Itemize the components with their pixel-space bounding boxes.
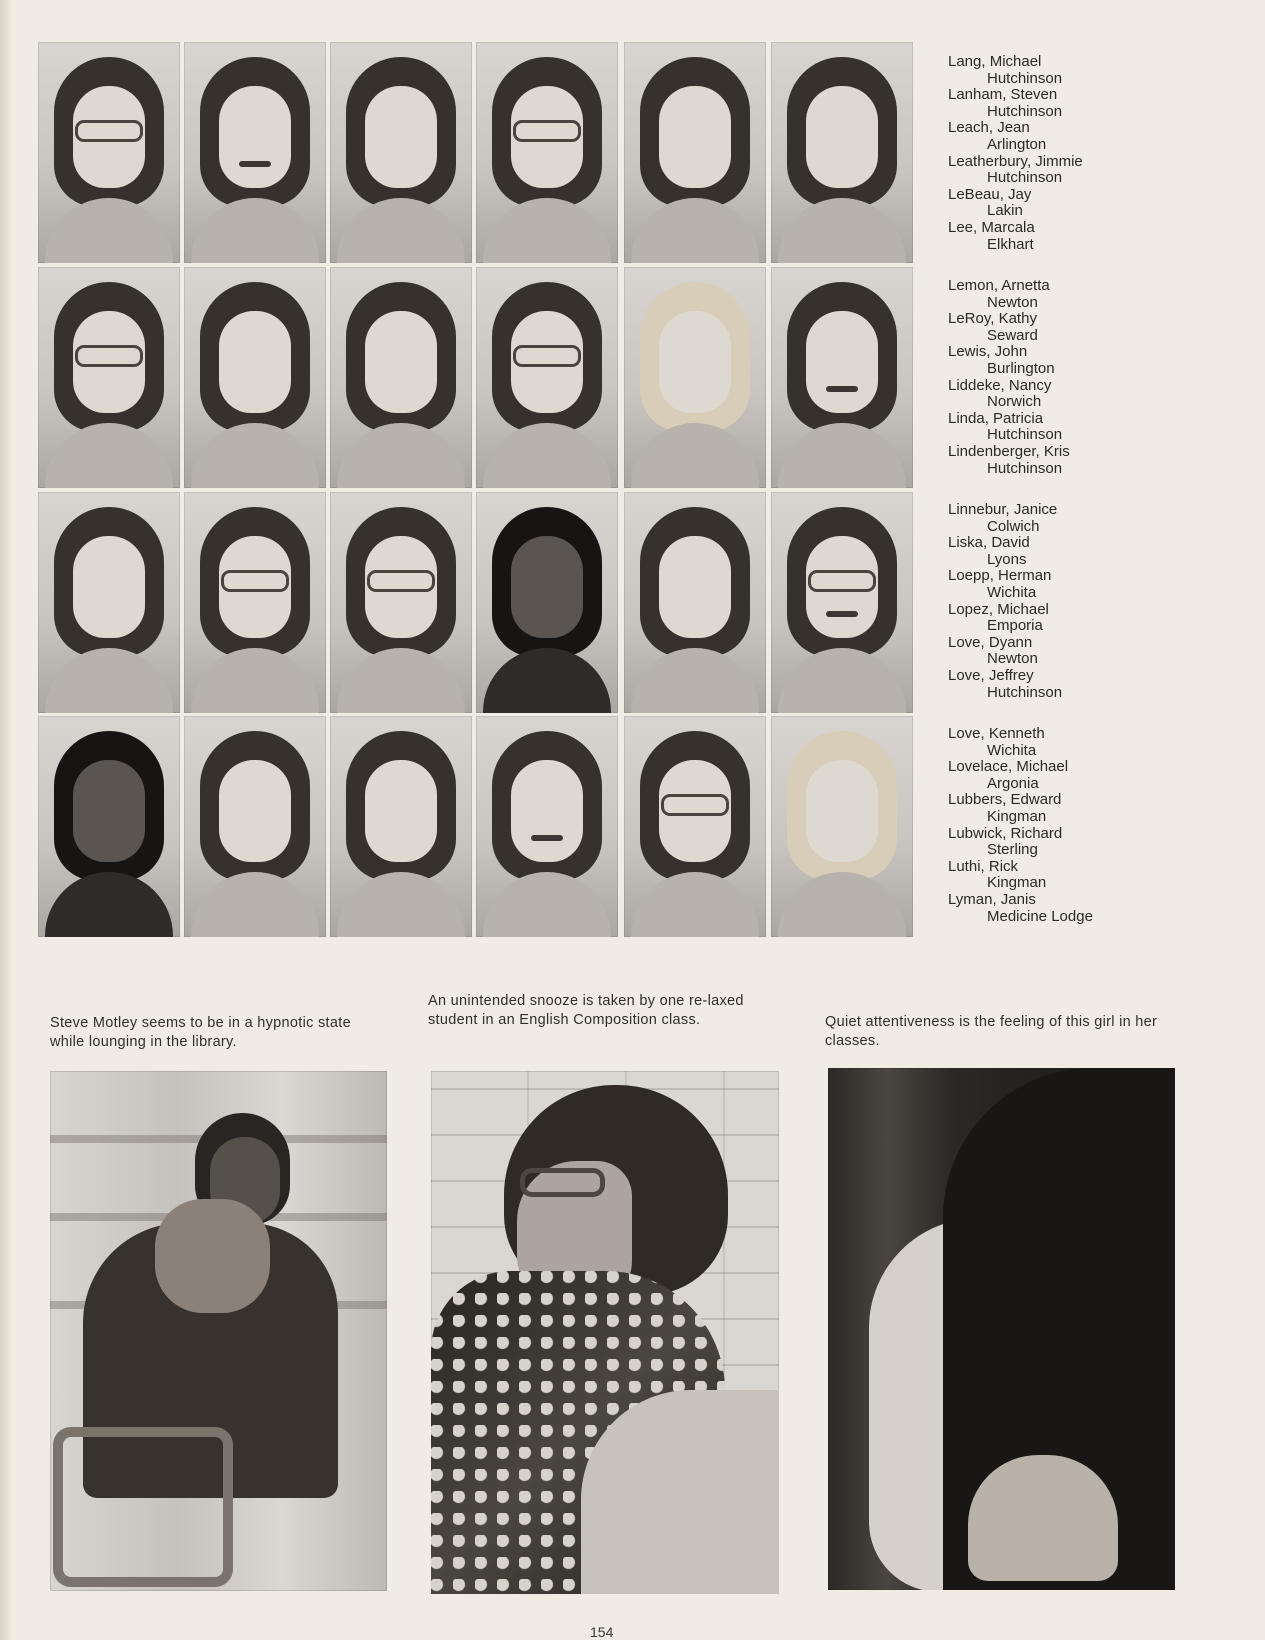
eyeglasses-icon bbox=[661, 794, 729, 816]
student-portrait-grid bbox=[38, 42, 926, 944]
student-name-entry bbox=[948, 54, 1128, 87]
portrait-shoulders bbox=[631, 872, 759, 937]
student-name: Lubbers, Edward bbox=[948, 791, 1062, 809]
student-name: Liddeke, Nancy bbox=[948, 376, 1052, 394]
student-name-entry bbox=[948, 602, 1128, 635]
portrait-face bbox=[365, 760, 437, 862]
student-name: Loepp, Herman bbox=[948, 567, 1052, 585]
student-name-entry bbox=[948, 187, 1128, 220]
student-portrait bbox=[330, 492, 472, 713]
student-name: Linnebur, Janice bbox=[948, 501, 1058, 518]
student-name-entry bbox=[948, 826, 1128, 859]
student-portrait bbox=[38, 267, 180, 488]
portrait-shoulders bbox=[631, 423, 759, 488]
student-hometown: Kingman bbox=[987, 874, 1047, 892]
student-portrait bbox=[330, 267, 472, 488]
page-gutter-shadow bbox=[0, 0, 12, 1640]
portrait-shoulders bbox=[45, 648, 173, 713]
student-hometown: Argonia bbox=[987, 774, 1039, 792]
student-hometown: Hutchinson bbox=[987, 69, 1063, 87]
resting-hand bbox=[968, 1455, 1118, 1581]
student-name: Love, Kenneth bbox=[948, 725, 1045, 742]
student-portrait bbox=[624, 267, 766, 488]
student-name: Love, Jeffrey bbox=[948, 666, 1034, 684]
student-portrait bbox=[771, 492, 913, 713]
student-portrait bbox=[624, 42, 766, 263]
portrait-face bbox=[219, 760, 291, 862]
portrait-shoulders bbox=[337, 198, 465, 263]
portrait-shoulders bbox=[45, 423, 173, 488]
student-name-entry bbox=[948, 668, 1128, 701]
portrait-face bbox=[511, 760, 583, 862]
page-number: 154 bbox=[590, 1624, 614, 1640]
student-hometown: Hutchinson bbox=[987, 169, 1063, 187]
student-name-entry bbox=[948, 344, 1128, 377]
student-hometown: Emporia bbox=[987, 617, 1043, 635]
portrait-shoulders bbox=[631, 198, 759, 263]
student-name: Lewis, John bbox=[948, 343, 1028, 361]
moustache-icon bbox=[531, 835, 563, 841]
student-portrait bbox=[771, 267, 913, 488]
student-portrait bbox=[184, 42, 326, 263]
student-portrait bbox=[184, 267, 326, 488]
portrait-face bbox=[806, 760, 878, 862]
portrait-shoulders bbox=[45, 872, 173, 937]
portrait-face bbox=[659, 86, 731, 188]
student-portrait bbox=[184, 492, 326, 713]
student-name-entry bbox=[948, 792, 1128, 825]
student-portrait bbox=[771, 42, 913, 263]
portrait-row-1 bbox=[38, 42, 926, 263]
student-hometown: Wichita bbox=[987, 741, 1037, 759]
student-name: Lemon, Arnetta bbox=[948, 277, 1050, 294]
portrait-shoulders bbox=[483, 198, 611, 263]
library-photo bbox=[50, 1071, 387, 1591]
portrait-face bbox=[806, 86, 878, 188]
portrait-face bbox=[73, 536, 145, 638]
student-name: LeRoy, Kathy bbox=[948, 310, 1037, 328]
library-chair bbox=[53, 1427, 233, 1587]
student-name: Lindenberger, Kris bbox=[948, 442, 1070, 460]
moustache-icon bbox=[826, 386, 858, 392]
portrait-row-2 bbox=[38, 267, 926, 488]
student-portrait bbox=[184, 716, 326, 937]
eyeglasses-icon bbox=[513, 120, 581, 142]
portrait-face bbox=[659, 311, 731, 413]
student-portrait bbox=[476, 716, 618, 937]
portrait-shoulders bbox=[191, 648, 319, 713]
student-name-entry bbox=[948, 759, 1128, 792]
student-name: Lyman, Janis bbox=[948, 890, 1036, 908]
student-hometown: Newton bbox=[987, 293, 1038, 311]
student-name-entry bbox=[948, 726, 1128, 759]
portrait-shoulders bbox=[483, 648, 611, 713]
portrait-face bbox=[659, 536, 731, 638]
student-name: Lee, Marcala bbox=[948, 218, 1035, 236]
portrait-shoulders bbox=[778, 648, 906, 713]
student-name-entry bbox=[948, 87, 1128, 120]
portrait-shoulders bbox=[191, 872, 319, 937]
name-list-group-3 bbox=[948, 502, 1128, 701]
student-name: Lopez, Michael bbox=[948, 600, 1049, 618]
snoozing-student-photo bbox=[431, 1071, 779, 1594]
student-portrait bbox=[476, 42, 618, 263]
student-name-entry bbox=[948, 154, 1128, 187]
student-portrait bbox=[330, 42, 472, 263]
student-name: Leatherbury, Jimmie bbox=[948, 152, 1083, 170]
student-hometown: Hutchinson bbox=[987, 426, 1063, 444]
portrait-face bbox=[219, 86, 291, 188]
library-caption: Steve Motley seems to be in a hypnotic state while lounging in the library. bbox=[50, 1015, 351, 1050]
student-name: Lang, Michael bbox=[948, 53, 1042, 70]
student-name: Love, Dyann bbox=[948, 633, 1033, 651]
portrait-face bbox=[365, 311, 437, 413]
portrait-face bbox=[219, 311, 291, 413]
student-name: Leach, Jean bbox=[948, 119, 1030, 137]
portrait-shoulders bbox=[483, 423, 611, 488]
student-hometown: Burlington bbox=[987, 359, 1055, 377]
student-hometown: Sterling bbox=[987, 841, 1038, 859]
portrait-shoulders bbox=[191, 198, 319, 263]
student-name-entry bbox=[948, 411, 1128, 444]
portrait-face bbox=[511, 536, 583, 638]
student-hometown: Hutchinson bbox=[987, 459, 1063, 477]
student-portrait bbox=[330, 716, 472, 937]
student-name-entry bbox=[948, 311, 1128, 344]
portrait-face bbox=[73, 760, 145, 862]
attentive-caption: Quiet attentiveness is the feeling of this girl in her classes. bbox=[825, 1014, 1158, 1049]
student-name: Lovelace, Michael bbox=[948, 758, 1069, 776]
portrait-shoulders bbox=[337, 872, 465, 937]
moustache-icon bbox=[826, 611, 858, 617]
snoozing-student-glasses bbox=[520, 1168, 605, 1197]
coat-collar bbox=[155, 1199, 270, 1313]
student-name-entry bbox=[948, 635, 1128, 668]
student-name-entry bbox=[948, 120, 1128, 153]
eyeglasses-icon bbox=[367, 570, 435, 592]
name-list-group-1 bbox=[948, 54, 1128, 253]
portrait-row-4 bbox=[38, 716, 926, 937]
student-portrait bbox=[38, 716, 180, 937]
attentive-girl-photo bbox=[828, 1068, 1175, 1590]
portrait-shoulders bbox=[337, 648, 465, 713]
student-name-entry bbox=[948, 535, 1128, 568]
student-portrait bbox=[476, 267, 618, 488]
student-hometown: Wichita bbox=[987, 583, 1037, 601]
student-hometown: Medicine Lodge bbox=[987, 907, 1093, 925]
student-hometown: Lakin bbox=[987, 202, 1023, 220]
portrait-shoulders bbox=[337, 423, 465, 488]
student-hometown: Colwich bbox=[987, 517, 1040, 535]
student-name-entry bbox=[948, 568, 1128, 601]
student-portrait bbox=[624, 716, 766, 937]
portrait-row-3 bbox=[38, 492, 926, 713]
student-name-entry bbox=[948, 859, 1128, 892]
student-hometown: Newton bbox=[987, 650, 1038, 668]
portrait-shoulders bbox=[778, 872, 906, 937]
student-name: Lubwick, Richard bbox=[948, 824, 1063, 842]
student-name: LeBeau, Jay bbox=[948, 185, 1032, 203]
eyeglasses-icon bbox=[808, 570, 876, 592]
student-name-entry bbox=[948, 278, 1128, 311]
moustache-icon bbox=[239, 161, 271, 167]
student-portrait bbox=[771, 716, 913, 937]
student-name-entry bbox=[948, 444, 1128, 477]
name-list-group-4 bbox=[948, 726, 1128, 925]
student-portrait bbox=[38, 492, 180, 713]
student-hometown: Hutchinson bbox=[987, 683, 1063, 701]
student-portrait bbox=[38, 42, 180, 263]
student-name: Lanham, Steven bbox=[948, 86, 1058, 104]
portrait-face bbox=[806, 311, 878, 413]
student-name: Liska, David bbox=[948, 534, 1030, 552]
student-hometown: Elkhart bbox=[987, 235, 1034, 253]
eyeglasses-icon bbox=[221, 570, 289, 592]
portrait-shoulders bbox=[483, 872, 611, 937]
name-list-group-2 bbox=[948, 278, 1128, 477]
student-portrait bbox=[476, 492, 618, 713]
student-hometown: Kingman bbox=[987, 807, 1047, 825]
student-portrait bbox=[624, 492, 766, 713]
portrait-face bbox=[365, 86, 437, 188]
portrait-shoulders bbox=[45, 198, 173, 263]
eyeglasses-icon bbox=[513, 345, 581, 367]
student-hometown: Arlington bbox=[987, 135, 1047, 153]
portrait-shoulders bbox=[778, 198, 906, 263]
student-hometown: Lyons bbox=[987, 550, 1027, 568]
portrait-shoulders bbox=[778, 423, 906, 488]
student-name-entry bbox=[948, 220, 1128, 253]
student-hometown: Norwich bbox=[987, 393, 1042, 411]
student-name: Luthi, Rick bbox=[948, 857, 1019, 875]
student-name-entry bbox=[948, 892, 1128, 925]
snooze-caption: An unintended snooze is taken by one re-laxed student in an English Composition class. bbox=[428, 993, 744, 1028]
eyeglasses-icon bbox=[75, 120, 143, 142]
student-hometown: Seward bbox=[987, 326, 1038, 344]
student-hometown: Hutchinson bbox=[987, 102, 1063, 120]
portrait-shoulders bbox=[631, 648, 759, 713]
eyeglasses-icon bbox=[75, 345, 143, 367]
portrait-shoulders bbox=[191, 423, 319, 488]
student-name-entry bbox=[948, 378, 1128, 411]
student-name-entry bbox=[948, 502, 1128, 535]
student-name: Linda, Patricia bbox=[948, 409, 1044, 427]
